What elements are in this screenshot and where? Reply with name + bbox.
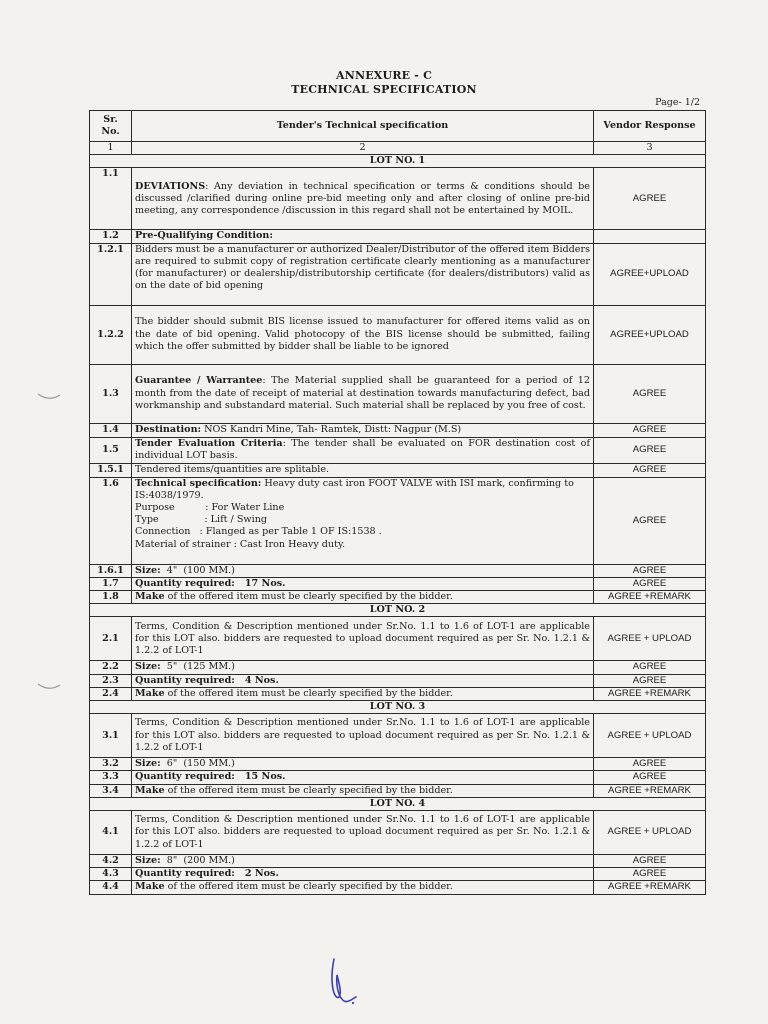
vendor-response: AGREE +REMARK [594, 687, 706, 700]
table-row [90, 463, 706, 477]
vendor-response: AGREE [594, 758, 706, 771]
row-key: Size: [135, 855, 161, 867]
row-spec [132, 771, 594, 784]
table-row [90, 423, 706, 437]
col-number: 1 [90, 142, 132, 155]
table-row [90, 243, 706, 305]
lot-header-row [90, 604, 706, 617]
table-row [90, 868, 706, 881]
vendor-response: AGREE [594, 168, 706, 230]
row-text: of the offered item must be clearly specified by the bidder. [164, 591, 453, 603]
table-row [90, 591, 706, 604]
row-spec: The bidder should submit BIS license issued to manufacturer for offered items valid as on the date of bid opening. Valid photocopy of the BIS license should be submitted, failing which the offer submitted by bidder shall be liable to be ignored [132, 305, 594, 364]
document-title: TECHNICAL SPECIFICATION [291, 83, 477, 96]
table-row [90, 714, 706, 758]
vendor-response: AGREE [594, 855, 706, 868]
vendor-response: AGREE [594, 868, 706, 881]
row-sr-no: 1.8 [90, 591, 132, 604]
row-spec: Bidders must be a manufacturer or authorized Dealer/Distributor of the offered item Bidders are required to submit copy of registration certificate clearly mentioning as a manufacturer (for manufacturer) or dealership/distributorship certificate (for dealers/distributors) valid as on the date of bid opening [132, 243, 594, 305]
row-sr-no: 1.6.1 [90, 564, 132, 577]
row-text: of the offered item must be clearly specified by the bidder. [164, 784, 453, 796]
row-key: Size: [135, 661, 161, 673]
vendor-response: AGREE + UPLOAD [594, 714, 706, 758]
column-number-row [90, 142, 706, 155]
row-spec [132, 784, 594, 797]
table-row [90, 230, 706, 243]
lot-header-row [90, 155, 706, 168]
row-key: Size: [135, 758, 161, 770]
row-text: NOS Kandri Mine, Tah- Ramtek, Distt: Nagpur (M.S) [201, 424, 462, 435]
row-key: Make [135, 784, 165, 796]
lot-title: LOT NO. 3 [90, 701, 706, 714]
row-spec [132, 364, 594, 423]
technical-spec-table [89, 110, 706, 895]
row-text: of the offered item must be clearly specified by the bidder. [164, 881, 453, 893]
lot-header-row [90, 701, 706, 714]
spec-description [135, 478, 590, 502]
table-row [90, 881, 706, 894]
col-header-sr: Sr. No. [90, 111, 132, 142]
vendor-response: AGREE [594, 477, 706, 564]
vendor-response: AGREE +REMARK [594, 784, 706, 797]
row-sr-no: 2.3 [90, 674, 132, 687]
row-spec [132, 661, 594, 674]
row-key: Size: [135, 564, 161, 576]
table-row [90, 577, 706, 590]
row-text: 8" (200 MM.) [160, 855, 235, 867]
row-key: Pre-Qualifying Condition: [135, 230, 273, 242]
row-key: Technical specification: [135, 477, 262, 489]
row-sr-no: 4.1 [90, 811, 132, 855]
vendor-response: AGREE+UPLOAD [594, 305, 706, 364]
row-text: of the offered item must be clearly specified by the bidder. [164, 687, 453, 699]
spec-connection: Connection : Flanged as per Table 1 OF IS:1538 . [135, 526, 382, 538]
punch-hole-mark [36, 682, 62, 692]
col-header-spec: Tender's Technical specification [132, 111, 594, 142]
row-key: DEVIATIONS [135, 180, 206, 192]
table-row [90, 687, 706, 700]
row-sr-no: 4.3 [90, 868, 132, 881]
vendor-response: AGREE + UPLOAD [594, 617, 706, 661]
row-sr-no: 1.2.1 [90, 243, 132, 305]
row-spec [132, 687, 594, 700]
col-header-vendor: Vendor Response [594, 111, 706, 142]
vendor-response: AGREE +REMARK [594, 881, 706, 894]
table-row [90, 477, 706, 564]
row-spec: Terms, Condition & Description mentioned under Sr.No. 1.1 to 1.6 of LOT-1 are applicable for this LOT also. bidders are requested to upload document required as per Sr. No. 1.2.1 & 1.2.2 of LOT-1 [132, 714, 594, 758]
table-row [90, 758, 706, 771]
vendor-response: AGREE +REMARK [594, 591, 706, 604]
spec-type: Type : Lift / Swing [135, 514, 268, 526]
table-row [90, 364, 706, 423]
row-key: Make [135, 881, 165, 893]
row-sr-no: 3.4 [90, 784, 132, 797]
row-sr-no: 1.2 [90, 230, 132, 243]
row-sr-no: 1.1 [90, 168, 132, 230]
row-key: Make [135, 687, 165, 699]
table-row [90, 784, 706, 797]
punch-hole-mark [36, 392, 62, 402]
row-sr-no: 3.1 [90, 714, 132, 758]
row-spec [132, 674, 594, 687]
row-key: Tender Evaluation Criteria [135, 437, 283, 449]
handwritten-signature [322, 955, 362, 1007]
vendor-response-empty [594, 230, 706, 243]
table-header-row [90, 111, 706, 142]
row-spec: Tendered items/quantities are splitable. [132, 463, 594, 477]
row-text: 5" (125 MM.) [160, 661, 235, 673]
row-sr-no: 1.6 [90, 477, 132, 564]
lot-title: LOT NO. 2 [90, 604, 706, 617]
vendor-response: AGREE [594, 674, 706, 687]
row-spec: Terms, Condition & Description mentioned under Sr.No. 1.1 to 1.6 of LOT-1 are applicable for this LOT also. bidders are requested to upload document required as per Sr. No. 1.2.1 & 1.2.2 of LOT-1 [132, 617, 594, 661]
table-row [90, 674, 706, 687]
row-spec [132, 230, 594, 243]
row-key: Quantity required: 15 Nos. [135, 771, 286, 783]
row-text: : The tender shall be evaluated on FOR destination cost of individual LOT basis. [135, 437, 590, 462]
vendor-response: AGREE [594, 364, 706, 423]
row-key: Guarantee / Warrantee [135, 375, 263, 387]
vendor-response: AGREE+UPLOAD [594, 243, 706, 305]
row-key: Quantity required: 17 Nos. [135, 577, 286, 589]
row-spec [132, 168, 594, 230]
vendor-response: AGREE [594, 577, 706, 590]
row-key: Quantity required: 4 Nos. [135, 674, 279, 686]
vendor-response: AGREE [594, 463, 706, 477]
table-row [90, 661, 706, 674]
vendor-response: AGREE [594, 771, 706, 784]
lot-title: LOT NO. 1 [90, 155, 706, 168]
vendor-response: AGREE [594, 437, 706, 463]
table-row [90, 855, 706, 868]
row-sr-no: 4.2 [90, 855, 132, 868]
row-sr-no: 4.4 [90, 881, 132, 894]
row-spec: Terms, Condition & Description mentioned under Sr.No. 1.1 to 1.6 of LOT-1 are applicable for this LOT also. bidders are requested to upload document required as per Sr. No. 1.2.1 & 1.2.2 of LOT-1 [132, 811, 594, 855]
row-sr-no: 2.4 [90, 687, 132, 700]
row-sr-no: 1.5.1 [90, 463, 132, 477]
row-spec [132, 591, 594, 604]
row-spec [132, 423, 594, 437]
row-key: Destination: [135, 424, 202, 435]
row-spec [132, 868, 594, 881]
row-sr-no: 3.3 [90, 771, 132, 784]
row-spec [132, 855, 594, 868]
table-row [90, 564, 706, 577]
row-text: 6" (150 MM.) [160, 758, 235, 770]
lot-title: LOT NO. 4 [90, 797, 706, 810]
row-sr-no: 2.1 [90, 617, 132, 661]
table-row [90, 168, 706, 230]
col-number: 3 [594, 142, 706, 155]
row-spec [132, 437, 594, 463]
table-row [90, 771, 706, 784]
spec-material: Material of strainer : Cast Iron Heavy duty. [135, 538, 346, 550]
row-key: Quantity required: 2 Nos. [135, 868, 279, 880]
vendor-response: AGREE [594, 661, 706, 674]
table-row [90, 437, 706, 463]
row-spec [132, 577, 594, 590]
row-text: : The Material supplied shall be guaranteed for a period of 12 month from the date of receipt of material at destination towards manufacturing defect, bad workmanship and substandard material. Such material shall be replaced by you free of cost. [135, 375, 590, 411]
vendor-response: AGREE [594, 423, 706, 437]
vendor-response: AGREE [594, 564, 706, 577]
row-sr-no: 1.2.2 [90, 305, 132, 364]
row-sr-no: 3.2 [90, 758, 132, 771]
row-spec [132, 477, 594, 564]
page-number: Page- 1/2 [655, 97, 700, 108]
lot-header-row [90, 797, 706, 810]
row-key: Make [135, 591, 165, 603]
row-sr-no: 1.4 [90, 423, 132, 437]
row-sr-no: 1.7 [90, 577, 132, 590]
table-row [90, 811, 706, 855]
col-number: 2 [132, 142, 594, 155]
row-text: : Any deviation in technical specification or terms & conditions should be discussed /clarified during online pre-bid meeting only and after closing of online pre-bid meeting, any correspondence /discussion in this regard shall not be entertained by MOIL. [135, 180, 590, 216]
spec-purpose: Purpose : For Water Line [135, 502, 285, 514]
row-spec [132, 758, 594, 771]
row-text: Heavy duty cast iron FOOT VALVE with ISI mark, confirming to IS:4038/1979. [135, 477, 574, 501]
table-row [90, 305, 706, 364]
row-sr-no: 1.3 [90, 364, 132, 423]
annexure-heading: ANNEXURE - C [335, 69, 433, 82]
row-sr-no: 2.2 [90, 661, 132, 674]
vendor-response: AGREE + UPLOAD [594, 811, 706, 855]
row-spec [132, 881, 594, 894]
row-sr-no: 1.5 [90, 437, 132, 463]
row-spec [132, 564, 594, 577]
row-text: 4" (100 MM.) [160, 564, 235, 576]
table-row [90, 617, 706, 661]
